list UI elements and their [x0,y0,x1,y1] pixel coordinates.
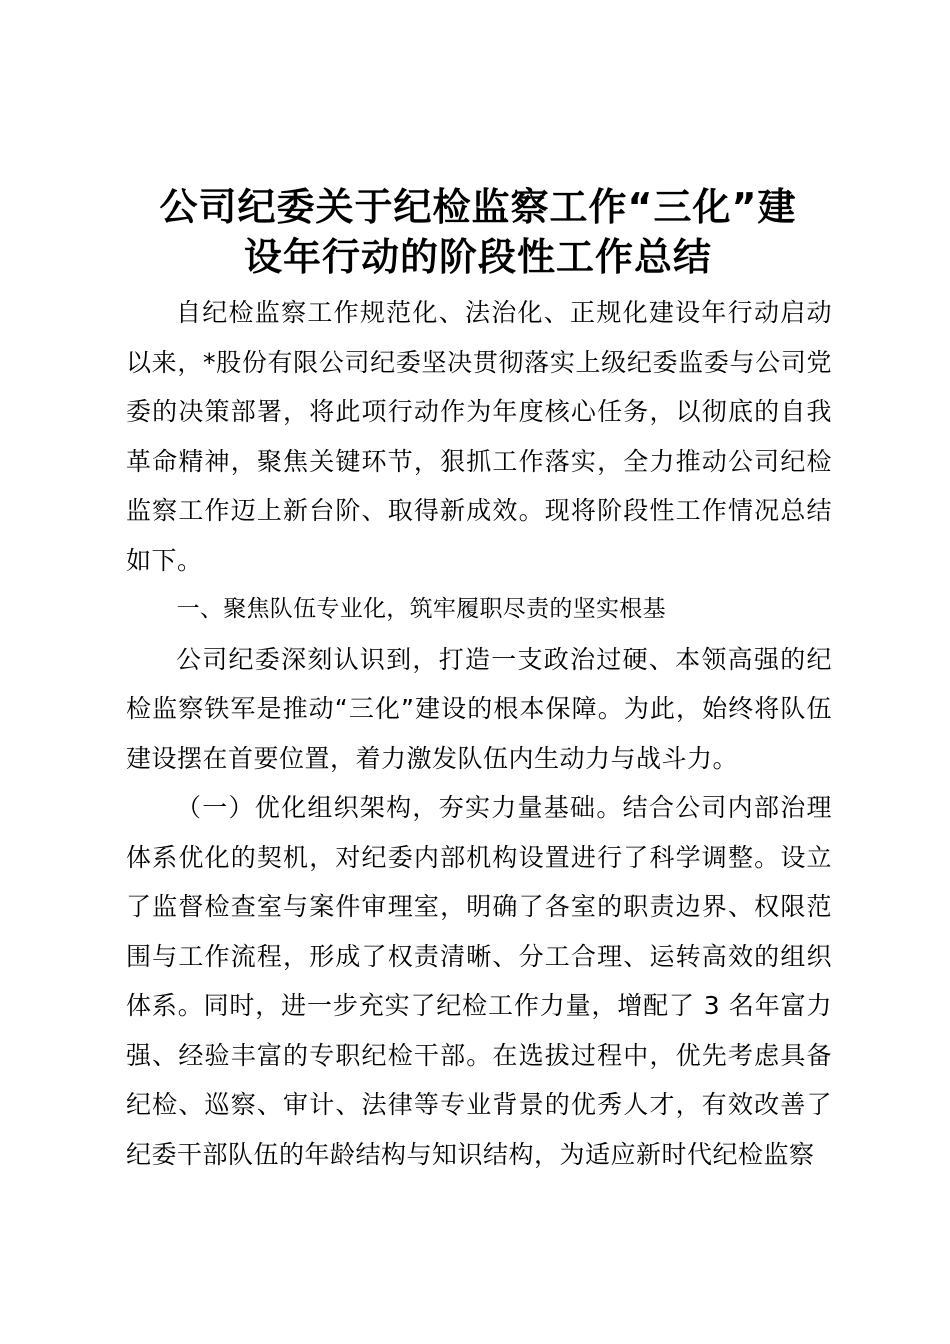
section-heading-1: 一、聚焦队伍专业化，筑牢履职尽责的坚实根基 [176,596,666,622]
intro-paragraph: 自纪检监察工作规范化、法治化、正规化建设年行动启动以来，*股份有限公司纪委坚决贯彻落实上级纪委监委与公司党委的决策部署，将此项行动作为年度核心任务，以彻底的自我革命精神，聚焦关键环节，狠抓工作落实，全力推动公司纪检监察工作迈上新台阶、取得新成效。现将阶段性工作情况总结如下。 [126,298,832,575]
document-body [126,288,832,1179]
title-line-2: 设年行动的阶段性工作总结 [243,235,712,279]
document-title [118,182,838,282]
subsection-1-paragraph: （一）优化组织架构，夯实力量基础。结合公司内部治理体系优化的契机，对纪委内部机构设置进行了科学调整。设立了监督检查室与案件审理室，明确了各室的职责边界、权限范围与工作流程，形成了权责清晰、分工合理、运转高效的组织体系。同时，进一步充实了纪检工作力量，增配了 3 名年富力强、经验丰富的专职纪检干部。在选拔过程中，优先考虑具备纪检、巡察、审计、法律等专业背景的优秀人才，有效改善了纪委干部队伍的年龄结构与知识结构，为适应新时代纪检监察 [126,793,832,1169]
title-line-1: 公司纪委关于纪检监察工作“三化”建 [159,185,797,229]
section-1-paragraph: 公司纪委深刻认识到，打造一支政治过硬、本领高强的纪检监察铁军是推动“三化”建设的根本保障。为此，始终将队伍建设摆在首要位置，着力激发队伍内生动力与战斗力。 [126,644,832,773]
